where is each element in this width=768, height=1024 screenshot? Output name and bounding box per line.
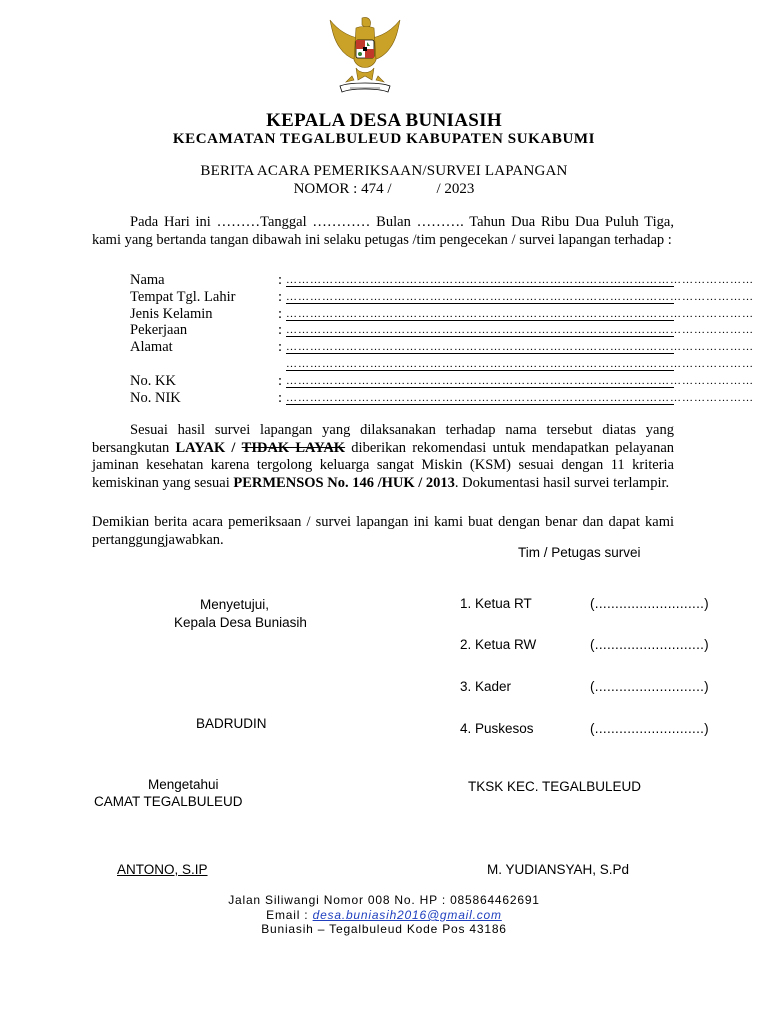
field-line-alamat-2[interactable]: ……………………………………………………………………………………………………… <box>286 358 754 370</box>
team-member-ketua-rw: 2. Ketua RW <box>460 637 537 652</box>
survey-text-2: diberikan rekomendasi untuk mendapatkan pelayanan jaminan kesehatan karena tergolong keluarga sangat Miskin (KSM) sesuai dengan 11 kriteria kemiskinan yang sesuai <box>92 439 675 491</box>
document-title: BERITA ACARA PEMERIKSAAN/SURVEI LAPANGAN <box>200 163 568 179</box>
field-label-no-nik: No. NIK <box>130 390 181 406</box>
field-line-jenis-kelamin[interactable]: ……………………………………………………………………………………………………… <box>286 308 754 320</box>
field-label-ttl: Tempat Tgl. Lahir <box>130 289 236 305</box>
acknowledge-label: Mengetahui <box>148 777 219 792</box>
tksk-name: M. YUDIANSYAH, S.Pd <box>487 862 630 877</box>
document-number: NOMOR : 474 / / 2023 <box>293 181 475 197</box>
signature-puskesos: (...........................) <box>590 721 709 736</box>
field-line-alamat-1[interactable]: ……………………………………………………………………………………………………… <box>286 341 754 353</box>
field-line-pekerjaan[interactable]: ……………………………………………………………………………………………………… <box>286 324 754 336</box>
intro-paragraph <box>92 214 674 249</box>
team-title: Tim / Petugas survei <box>518 545 641 560</box>
header-title: KEPALA DESA BUNIASIH <box>266 110 502 131</box>
footer-email-line <box>0 908 768 922</box>
field-colon: : <box>278 289 283 305</box>
field-line-nama[interactable]: ……………………………………………………………………………………………………… <box>286 274 754 286</box>
header-subtitle: KECAMATAN TEGALBULEUD KABUPATEN SUKABUMI <box>172 131 596 147</box>
acknowledge-position: CAMAT TEGALBULEUD <box>94 794 243 809</box>
field-label-jenis-kelamin: Jenis Kelamin <box>130 306 213 322</box>
footer-email-link[interactable]: desa.buniasih2016@gmail.com <box>312 908 502 922</box>
survey-text-3: . Dokumentasi hasil survei terlampir. <box>454 474 670 491</box>
layak-label: LAYAK / <box>175 439 236 456</box>
garuda-emblem-icon <box>326 16 404 96</box>
field-line-ttl[interactable]: ……………………………………………………………………………………………………… <box>286 291 754 303</box>
field-label-alamat: Alamat <box>130 339 173 355</box>
field-colon: : <box>278 390 283 406</box>
signature-ketua-rt: (...........................) <box>590 596 709 611</box>
field-label-nama: Nama <box>130 272 165 288</box>
regulation-label: PERMENSOS No. 146 /HUK / 2013 <box>233 474 455 491</box>
field-colon: : <box>278 373 283 389</box>
field-colon: : <box>278 339 283 355</box>
kades-name: BADRUDIN <box>196 716 267 731</box>
field-line-no-kk[interactable]: ……………………………………………………………………………………………………… <box>286 375 754 387</box>
tidak-layak-label: TIDAK LAYAK <box>241 439 346 456</box>
team-member-kader: 3. Kader <box>460 679 512 694</box>
field-colon: : <box>278 272 283 288</box>
team-member-ketua-rt: 1. Ketua RT <box>460 596 532 611</box>
signature-kader: (...........................) <box>590 679 709 694</box>
field-line-no-nik[interactable]: ……………………………………………………………………………………………………… <box>286 392 754 404</box>
footer-postal: Buniasih – Tegalbuleud Kode Pos 43186 <box>261 922 507 936</box>
survey-text-1: Sesuai hasil survei lapangan yang dilaksanakan terhadap nama tersebut diatas yang bersangkutan <box>92 422 674 456</box>
footer-email-label: Email : <box>266 908 313 922</box>
approval-label: Menyetujui, <box>200 597 270 612</box>
field-colon: : <box>278 306 283 322</box>
footer-address: Jalan Siliwangi Nomor 008 No. HP : 085864462691 <box>228 893 540 907</box>
camat-name: ANTONO, S.IP <box>117 862 208 877</box>
approval-position: Kepala Desa Buniasih <box>174 615 307 630</box>
intro-text: Pada Hari ini ………Tanggal ………… Bulan ………. Tahun Dua Ribu Dua Puluh Tiga, kami yang bertanda tangan dibawah ini selaku petugas /tim pengecekan / survei lapangan terhadap : <box>92 214 674 248</box>
field-colon: : <box>278 322 283 338</box>
closing-paragraph: Demikian berita acara pemeriksaan / survei lapangan ini kami buat dengan benar dan dapat kami pertanggungjawabkan. <box>92 514 674 548</box>
field-label-pekerjaan: Pekerjaan <box>130 322 188 338</box>
signature-ketua-rw: (...........................) <box>590 637 709 652</box>
team-member-puskesos: 4. Puskesos <box>460 721 534 736</box>
field-label-no-kk: No. KK <box>130 373 176 389</box>
tksk-title: TKSK KEC. TEGALBULEUD <box>468 779 642 794</box>
survey-paragraph <box>92 422 674 492</box>
